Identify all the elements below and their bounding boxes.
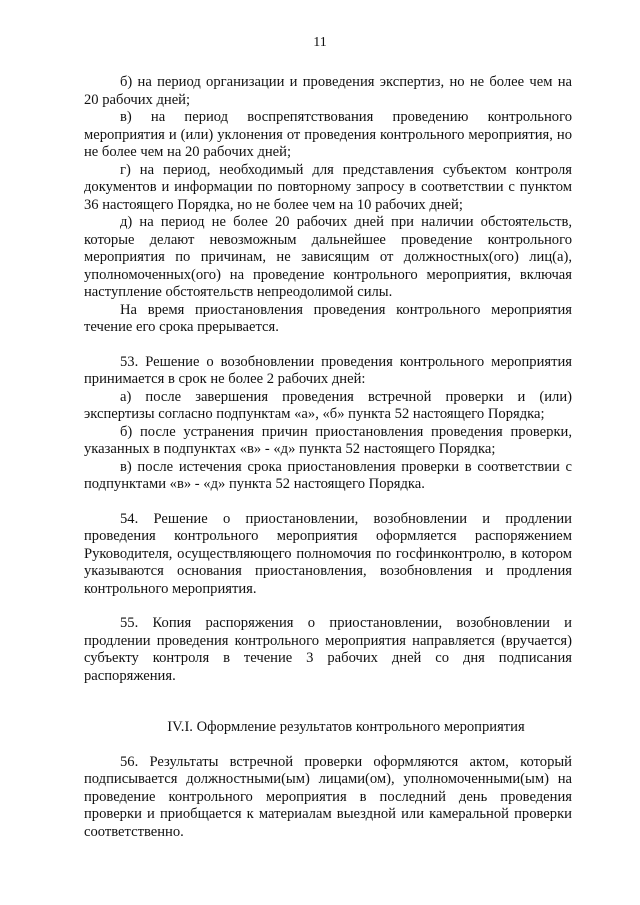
clause-53: 53. Решение о возобновлении проведения контрольного мероприятия принимается в срок не более 2 рабочих дней: — [84, 353, 572, 387]
paragraph-gap — [84, 598, 572, 615]
paragraph-gap — [84, 702, 572, 719]
paragraph-gap — [84, 494, 572, 511]
clause-53b: б) после устранения причин приостановления проведения проверки, указанных в подпунктах «в» - «д» пункта 52 настоящего Порядка; — [84, 423, 572, 457]
clause-55: 55. Копия распоряжения о приостановлении, возобновлении и продлении проведения контрольного мероприятия направляется (вручается) субъекту контроля в течение 3 рабочих дней со дня подписания распоряжения. — [84, 615, 572, 684]
clause-56: 56. Результаты встречной проверки оформляются актом, который подписывается должностными(ым) лицами(ом), уполномоченными(ым) на проведение контрольного мероприятия в последний день проведения проверки и приобщается к материалам выездной или камеральной проверки соответственно. — [84, 753, 572, 840]
section-heading: IV.I. Оформление результатов контрольного мероприятия — [167, 719, 525, 735]
paragraph-gap — [84, 685, 572, 702]
clause-53a: а) после завершения проведения встречной проверки и (или) экспертизы согласно подпунктам «а», «б» пункта 52 настоящего Порядка; — [84, 388, 572, 422]
clause-54: 54. Решение о приостановлении, возобновлении и продлении проведения контрольного мероприятия оформляется распоряжением Руководителя, осуществляющего полномочия по госфинконтролю, в котором указываются основания приостановления, возобновления и продления контрольного мероприятия. — [84, 510, 572, 597]
document-body — [84, 74, 572, 841]
clause-52g: г) на период, необходимый для представления субъектом контроля документов и информации по повторному запросу в соответствии с пунктом 36 настоящего Порядка, но не более чем на 10 рабочих дней; — [84, 161, 572, 213]
page-number: 11 — [313, 35, 327, 50]
clause-52v: в) на период воспрепятствования проведению контрольного мероприятия и (или) уклонения от проведения контрольного мероприятия, но не более чем на 20 рабочих дней; — [84, 109, 572, 160]
paragraph-gap — [84, 737, 572, 754]
clause-53v: в) после истечения срока приостановления проверки в соответствии с подпунктами «в» - «д» пункта 52 настоящего Порядка. — [84, 458, 572, 492]
clause-52b: б) на период организации и проведения экспертиз, но не более чем на 20 рабочих дней; — [84, 74, 572, 108]
clause-52d: д) на период не более 20 рабочих дней при наличии обстоятельств, которые делают невозможным дальнейшее проведение контрольного мероприятия по причинам, не зависящим от должностных(ого) лиц(а), уполномоченных(ого) на проведение контрольного мероприятия, включая наступление обстоятельств непреодолимой силы. — [84, 214, 572, 300]
clause-52-interruption: На время приостановления проведения контрольного мероприятия течение его срока прерывается. — [84, 301, 572, 335]
paragraph-gap — [84, 337, 572, 354]
